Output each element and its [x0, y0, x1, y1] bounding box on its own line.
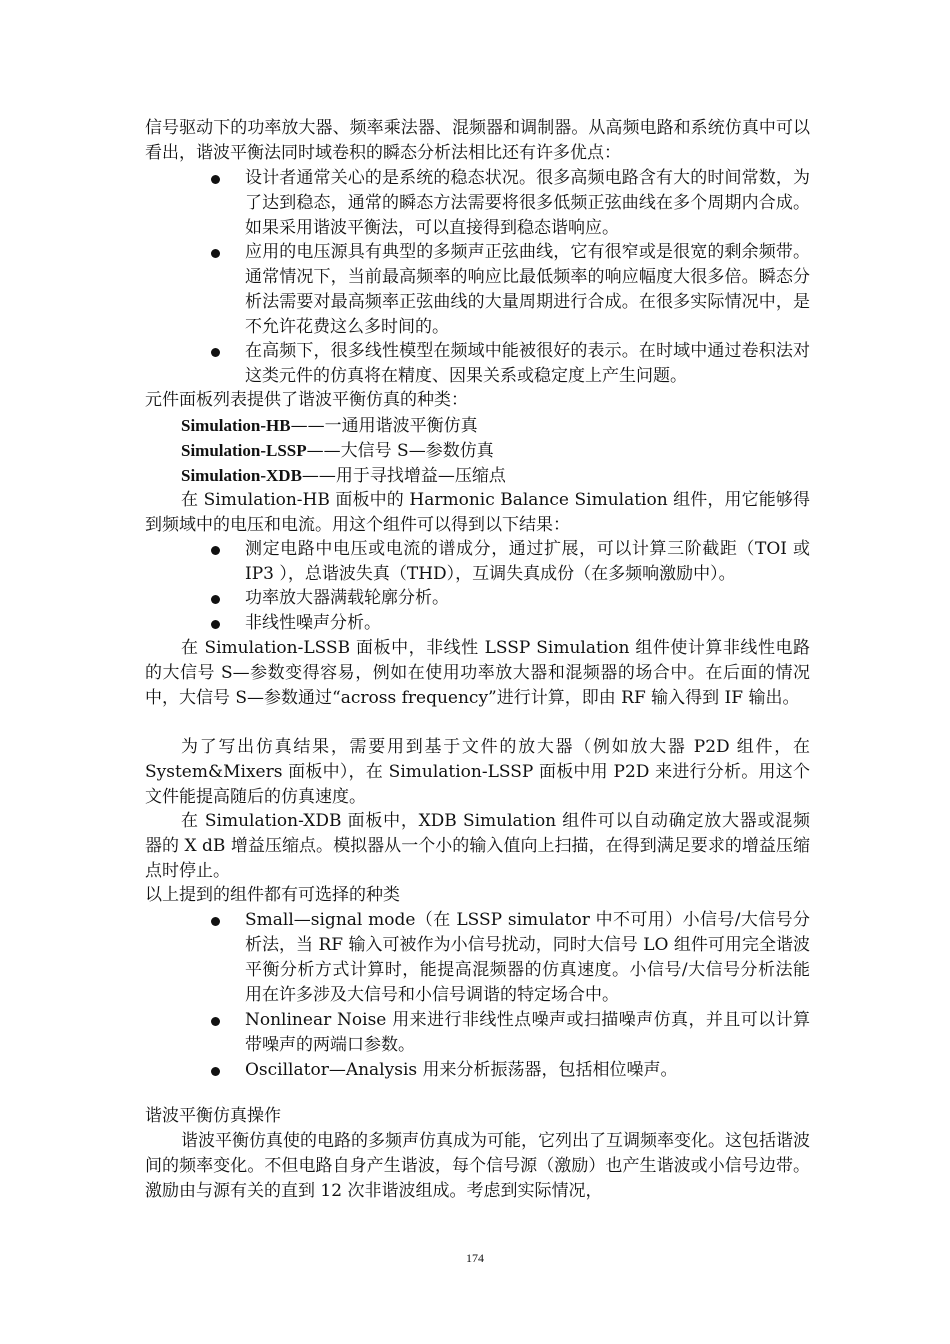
bullet-text: Small—signal mode（在 LSSP simulator 中不可用）小信号/大信号分析法，当 RF 输入可被作为小信号扰动，同时大信号 LO 组件可用完全谐波平衡分析方式计算时，能提高混频器的仿真速度。小信号/大信号分析法能用在许多涉及大信号和小信号调谐的特定场合中。	[245, 910, 810, 1005]
section-heading: 谐波平衡仿真操作	[145, 1106, 281, 1126]
bullet-text: Oscillator—Analysis 用来分析振荡器，包括相位噪声。	[245, 1060, 678, 1080]
paragraph-operation: 谐波平衡仿真使的电路的多频声仿真成为可能，它列出了互调频率变化。这包括谐波间的频率变化。不但电路自身产生谐波，每个信号源（激励）也产生谐波或小信号边带。激励由与源有关的直到 12 次非谐波组成。考虑到实际情况，	[145, 1131, 810, 1201]
bullet-dot-icon	[211, 348, 220, 357]
bullet-dot-icon	[211, 595, 220, 604]
type-item-lssp	[181, 438, 810, 464]
bullet-item	[245, 1008, 810, 1058]
bullet-item	[245, 240, 810, 340]
bullet-dot-icon	[211, 1017, 220, 1026]
paragraph-options-intro: 以上提到的组件都有可选择的种类	[145, 885, 400, 905]
type-name: Simulation-HB	[181, 416, 291, 435]
paragraph-hb: 在 Simulation-HB 面板中的 Harmonic Balance Simulation 组件，用它能够得到频域中的电压和电流。用这个组件可以得到以下结果：	[145, 490, 810, 535]
bullet-text: 应用的电压源具有典型的多频声正弦曲线，它有很窄或是很宽的剩余频带。通常情况下，当前最高频率的响应比最低频率的响应幅度大很多倍。瞬态分析法需要对最高频率正弦曲线的大量周期进行合成。在很多实际情况中，是不允许花费这么多时间的。	[245, 242, 810, 337]
bullet-item	[245, 339, 810, 389]
bullet-dot-icon	[211, 249, 220, 258]
type-name: Simulation-LSSP	[181, 441, 307, 460]
paragraph-types-intro: 元件面板列表提供了谐波平衡仿真的种类：	[145, 390, 468, 410]
bullet-text: 测定电路中电压或电流的谱成分，通过扩展，可以计算三阶截距（TOI 或 IP3 ），总谐波失真（THD），互调失真成份（在多频响激励中）。	[245, 539, 810, 584]
paragraph-lssb: 在 Simulation-LSSB 面板中，非线性 LSSP Simulation 组件使计算非线性电路的大信号 S—参数变得容易，例如在使用功率放大器和混频器的场合中。在后面的情况中，大信号 S—参数通过“across frequency”进行计算，即由 RF 输入得到 IF 输出。	[145, 638, 810, 708]
type-desc: ——一通用谐波平衡仿真	[290, 416, 478, 436]
type-name: Simulation-XDB	[181, 466, 302, 485]
type-item-xdb	[181, 463, 810, 489]
bullet-dot-icon	[211, 1067, 220, 1076]
bullet-text: Nonlinear Noise 用来进行非线性点噪声或扫描噪声仿真，并且可以计算带噪声的两端口参数。	[245, 1010, 810, 1055]
bullet-dot-icon	[211, 546, 220, 555]
bullet-text: 在高频下，很多线性模型在频域中能被很好的表示。在时域中通过卷积法对这类元件的仿真将在精度、因果关系或稳定度上产生问题。	[245, 341, 810, 386]
paragraph-p2d: 为了写出仿真结果，需要用到基于文件的放大器（例如放大器 P2D 组件，在 System&Mixers 面板中），在 Simulation-LSSP 面板中用 P2D 来进行分析。用这个文件能提高随后的仿真速度。	[145, 737, 810, 807]
bullet-dot-icon	[211, 175, 220, 184]
type-desc: ——用于寻找增益—压缩点	[301, 466, 506, 486]
bullet-item	[245, 611, 810, 636]
bullet-item	[245, 586, 810, 611]
bullet-text: 设计者通常关心的是系统的稳态状况。很多高频电路含有大的时间常数，为了达到稳态，通常的瞬态方法需要将很多低频正弦曲线在多个周期内合成。如果采用谐波平衡法，可以直接得到稳态谐响应。	[245, 168, 810, 238]
type-item-hb	[181, 413, 810, 439]
bullet-item	[245, 537, 810, 587]
page-number: 174	[466, 1251, 484, 1265]
bullet-dot-icon	[211, 620, 220, 629]
type-desc: ——大信号 S—参数仿真	[306, 441, 494, 461]
bullet-item	[245, 908, 810, 1008]
bullet-item	[245, 1058, 810, 1083]
bullet-text: 非线性噪声分析。	[245, 613, 381, 633]
bullet-item	[245, 166, 810, 241]
bullet-dot-icon	[211, 917, 220, 926]
bullet-text: 功率放大器满载轮廓分析。	[245, 588, 449, 608]
paragraph-xdb: 在 Simulation-XDB 面板中，XDB Simulation 组件可以自动确定放大器或混频器的 X dB 增益压缩点。模拟器从一个小的输入值向上扫描，在得到满足要求的增益压缩点时停止。	[145, 811, 810, 881]
paragraph-intro: 信号驱动下的功率放大器、频率乘法器、混频器和调制器。从高频电路和系统仿真中可以看出，谐波平衡法同时域卷积的瞬态分析法相比还有许多优点：	[145, 118, 810, 163]
